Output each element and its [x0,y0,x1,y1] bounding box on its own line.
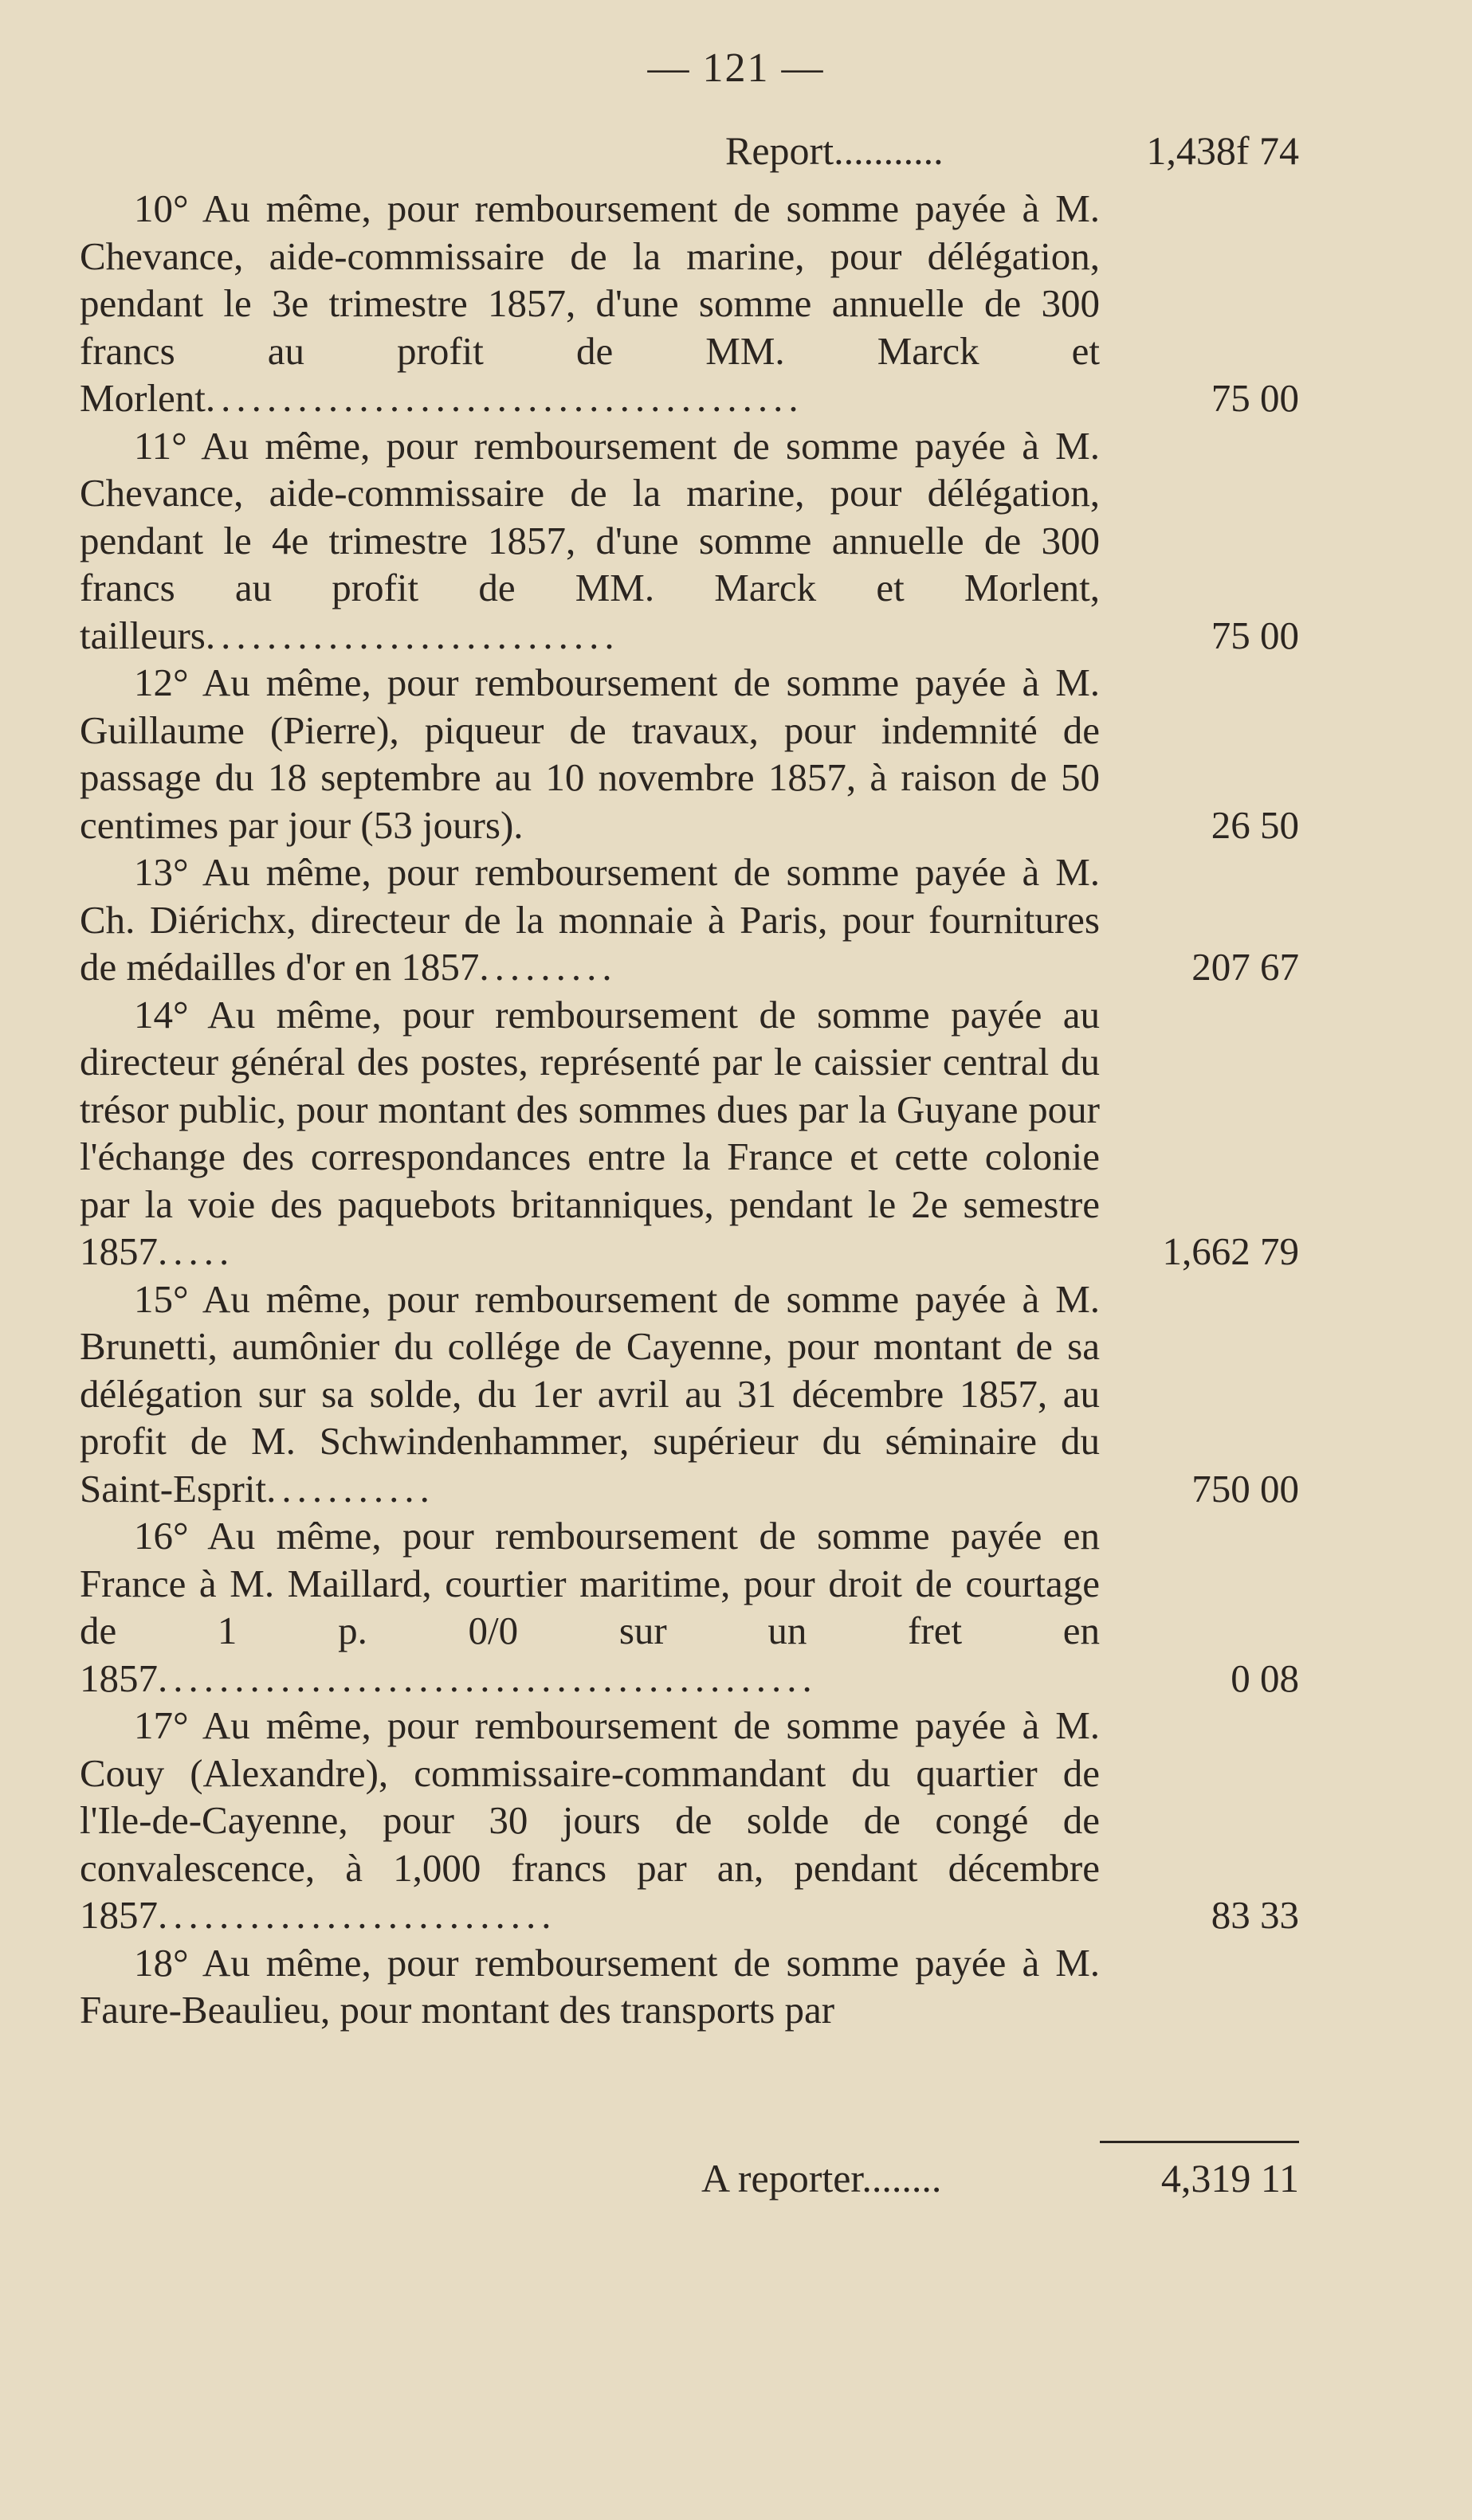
entry-text [80,848,1100,991]
entries-list [80,185,1299,2034]
entry-amount: 75 00 [1211,376,1299,420]
entry-body: à M. Couy (Alexandre), commissaire-commandant du quartier de l'Ile-de-Cayenne, pour 30 jours de solde de congé de convalescence, à 1,000 francs par an, pendant décembre 1857 [80,1703,1101,1937]
entry-body: à M. Faure-Beaulieu, pour montant des transports par [80,1940,1101,2032]
report-amount: 1,438f 74 [1146,128,1299,173]
entry-text [80,1939,1100,2034]
entry-text [80,1276,1100,1513]
total-rule [1100,2141,1299,2143]
entry-lead: 12° Au même, pour remboursement de somme payée [134,660,1007,704]
entry-15 [80,1276,1299,1513]
entry-17 [80,1702,1299,1939]
entry-text [80,991,1100,1276]
entry-body: à M. Ch. Diérichx, directeur de la monnaie à Paris, pour fournitures de médailles d'or en 1857 [80,850,1101,989]
entry-lead: 15° Au même, pour remboursement de somme payée [134,1276,1007,1321]
entry-lead: 14° Au même, pour remboursement de somme payée [134,992,1042,1037]
entry-leader-dots: ......... [479,945,618,989]
entry-text [80,422,1100,660]
entry-lead: 16° Au même, pour remboursement de somme [134,1514,930,1558]
entry-text [80,659,1100,848]
page-number: — 121 — [647,45,825,91]
entry-11 [80,422,1299,660]
entry-leader-dots: ........................................... [158,1656,818,1700]
entry-12 [80,659,1299,848]
entry-lead: 13° Au même, pour remboursement de somme payée [134,850,1007,894]
report-label: Report........... [725,128,944,173]
entry-body: à M. Chevance, aide-commissaire de la marine, pour délégation, pendant le 3e trimestre 1857, d'une somme annuelle de 300 francs au profit de MM. Marck et Morlent [80,186,1101,420]
entry-amount: 207 67 [1191,945,1299,989]
entry-amount: 26 50 [1211,802,1299,847]
entry-leader-dots: ........................... [205,613,620,657]
carry-forward-label: A reporter........ [701,2156,942,2201]
entry-text [80,1512,1100,1702]
entry-leader-dots: ..... [158,1229,235,1273]
entry-13 [80,848,1299,991]
entry-lead: 17° Au même, pour remboursement de somme payée [134,1703,1007,1747]
carry-forward-line [80,2155,1299,2211]
entry-body: à M. Guillaume (Pierre), piqueur de travaux, pour indemnité de passage du 18 septembre au 10 novembre 1857, à raison de 50 centimes par jour (53 jours). [80,660,1101,847]
entry-body: au directeur général des postes, représenté par le caissier central du trésor public, pour montant des sommes dues par la Guyane pour l'échange des correspondances entre la France et cette colonie par la voie des paquebots britanniques, pendant le 2e semestre 1857 [80,992,1100,1273]
entry-leader-dots: .......................... [158,1893,557,1937]
entry-18 [80,1939,1299,2034]
entry-leader-dots: ....................................... [205,376,804,420]
entry-leader-dots: ........... [266,1466,435,1511]
entry-body: à M. Chevance, aide-commissaire de la marine, pour délégation, pendant le 4e trimestre 1857, d'une somme annuelle de 300 francs au profit de MM. Marck et Morlent, tailleurs [80,423,1100,657]
entry-14 [80,991,1299,1276]
entry-amount: 83 33 [1211,1893,1299,1937]
entry-body: à M. Brunetti, aumônier du collége de Cayenne, pour montant de sa délégation sur sa solde, du 1er avril au 31 décembre 1857, au profit de M. Schwindenhammer, supérieur du séminaire du Saint-Esprit [80,1276,1101,1511]
entry-body: payée en France à M. Maillard, courtier maritime, pour droit de courtage de 1 p. 0/0 sur un fret en 1857 [80,1514,1101,1700]
entry-amount: 75 00 [1211,613,1299,657]
entry-lead: 11° Au même, pour remboursement de somme payée [134,423,1007,468]
entry-amount: 0 08 [1231,1656,1299,1700]
entry-lead: 10° Au même, pour remboursement de somme payée [134,186,1007,230]
carry-forward-amount: 4,319 11 [1160,2156,1299,2201]
entry-16 [80,1512,1299,1702]
entry-amount: 1,662 79 [1162,1229,1299,1273]
report-line [80,127,1299,183]
entry-text [80,1702,1100,1939]
entry-10 [80,185,1299,422]
entry-lead: 18° Au même, pour remboursement de somme payée [134,1940,1007,1985]
entry-amount: 750 00 [1191,1466,1299,1511]
entry-text [80,185,1100,422]
